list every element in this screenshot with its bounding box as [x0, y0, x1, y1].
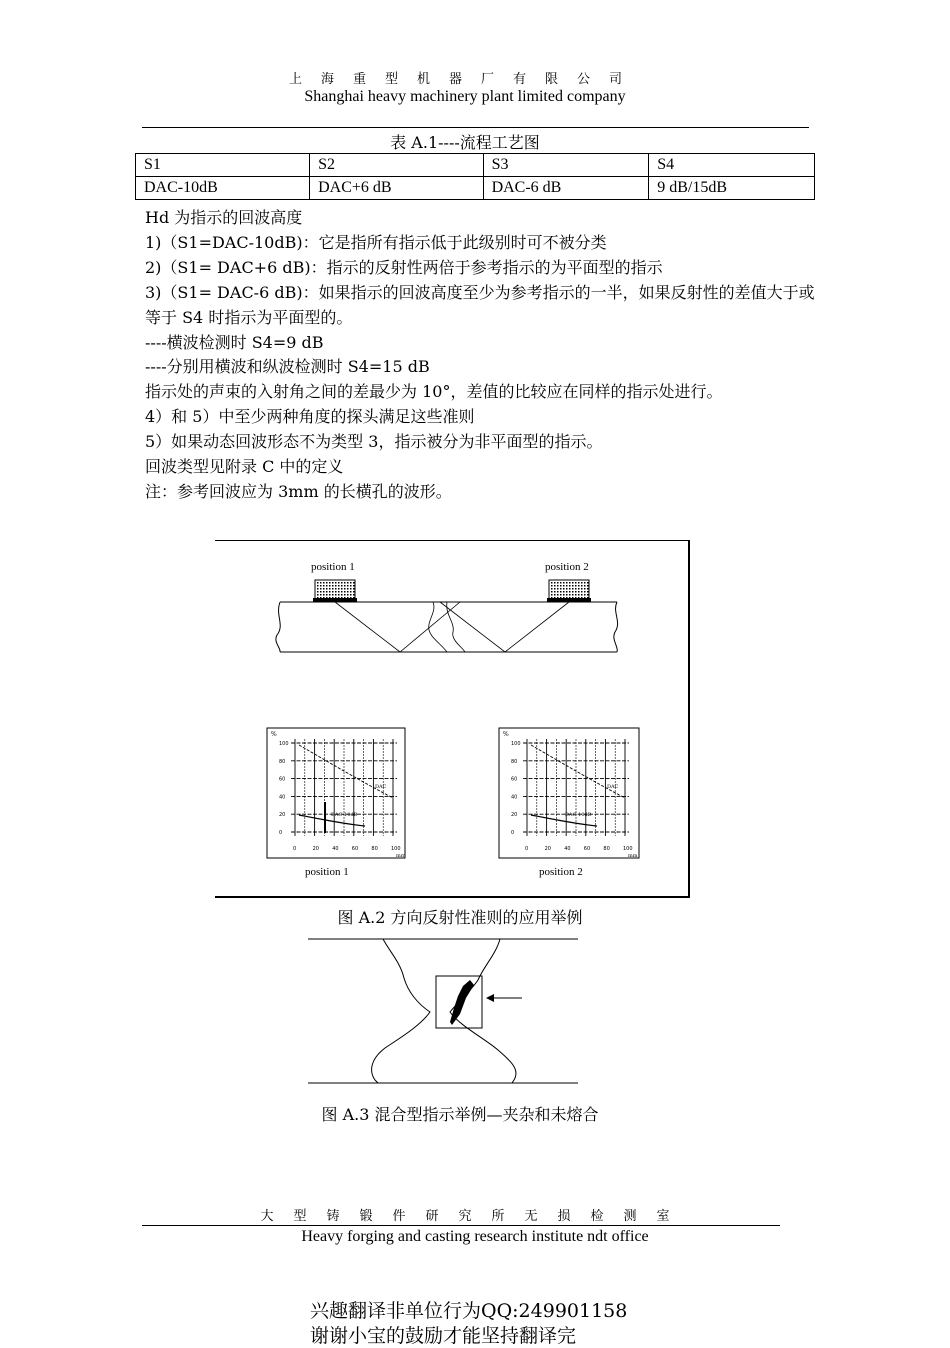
header-rule [142, 127, 809, 128]
chart-x-tick-label: 80 [603, 846, 610, 852]
body-line: ----横波检测时 S4=9 dB [145, 332, 324, 352]
dac-minus-10db-label: DAC-10dB [331, 812, 358, 818]
table-header-cell: S1 [136, 154, 310, 177]
chart-y-unit: % [503, 731, 509, 738]
chart-x-unit: mm [628, 853, 638, 859]
institute-name-en: Heavy forging and casting research institute ndt office [301, 1228, 649, 1245]
body-line: 注：参考回波应为 3mm 的长横孔的波形。 [145, 481, 452, 501]
table-header-cell: S4 [649, 154, 815, 177]
chart-x-tick-label: 100 [391, 846, 401, 852]
ascan-chart-position-1 [267, 728, 406, 859]
chart-y-unit: % [271, 731, 277, 738]
chart-x-tick-label: 60 [351, 846, 359, 852]
table-cell: DAC-10dB [136, 177, 310, 200]
table-header-cell: S3 [483, 154, 649, 177]
chart-y-tick-label: 40 [279, 794, 286, 801]
company-name-cn: 上海重型机器厂有限公司 [288, 72, 641, 87]
crack-indication [429, 602, 465, 652]
table-header-cell: S2 [310, 154, 483, 177]
body-line: ----分别用横波和纵波检测时 S4=15 dB [145, 357, 430, 377]
chart-y-tick-label: 60 [279, 776, 286, 783]
chart-y-tick-label: 60 [511, 776, 518, 783]
chart-x-tick-label: 0 [293, 846, 297, 852]
inclusion-lack-of-fusion-indication [450, 980, 474, 1025]
body-text [145, 206, 815, 505]
translator-note-line-1: 兴趣翻译非单位行为QQ:249901158 [310, 1300, 628, 1322]
chart-y-tick-label: 0 [279, 830, 283, 836]
chart-y-tick-label: 80 [279, 758, 286, 765]
dac-minus-10db-label: DAC-10dB [565, 812, 592, 818]
chart-y-tick-label: 40 [511, 794, 518, 801]
chart-y-tick-label: 0 [511, 830, 515, 836]
chart-y-tick-label: 20 [511, 812, 518, 819]
table-cell: DAC-6 dB [483, 177, 649, 200]
body-line: 回波类型见附录 C 中的定义 [145, 457, 344, 477]
chart-x-tick-label: 40 [332, 846, 339, 852]
chart-x-tick-label: 80 [371, 846, 378, 852]
chart-x-tick-label: 20 [544, 846, 551, 852]
ascan-label-position-2: position 2 [539, 866, 583, 878]
dac-curve-label: DAC [607, 784, 619, 790]
flow-process-table [135, 153, 815, 200]
chart-x-tick-label: 60 [583, 846, 591, 852]
chart-y-tick-label: 100 [279, 741, 289, 747]
body-line: 3)（S1= DAC-6 dB)：如果指示的回波高度至少为参考指示的一半，如果反射性的差值大于或等于 S4 时指示为平面型的。 [145, 282, 815, 327]
figure-a3-drawing [300, 930, 590, 1090]
table-header-row [136, 154, 815, 177]
chart-x-tick-label: 40 [564, 846, 571, 852]
probe-label-position-1: position 1 [311, 561, 355, 573]
chart-x-unit: mm [396, 853, 406, 859]
workpiece-plate [276, 602, 618, 652]
ascan-chart-position-2 [499, 728, 639, 859]
translator-note-line-2: 谢谢小宝的鼓励才能坚持翻译完 [310, 1325, 577, 1347]
institute-name-cn: 大型铸锻件研究所无损检测室 [260, 1209, 690, 1224]
probe-label-position-2: position 2 [545, 561, 589, 573]
figure-a3-caption: 图 A.3 混合型指示举例—夹杂和未熔合 [321, 1105, 599, 1124]
footer-rule [142, 1225, 780, 1226]
chart-y-tick-label: 20 [279, 812, 286, 819]
sound-beam-paths [335, 602, 569, 652]
probe-position-2 [547, 580, 591, 602]
body-line: 5）如果动态回波形态不为类型 3，指示被分为非平面型的指示。 [145, 432, 603, 452]
table-row [136, 177, 815, 200]
body-line: 4）和 5）中至少两种角度的探头满足这些准则 [145, 407, 475, 427]
chart-y-tick-label: 80 [511, 758, 518, 765]
chart-x-tick-label: 0 [525, 846, 529, 852]
probe-position-1 [313, 580, 357, 602]
figure-a2-caption: 图 A.2 方向反射性准则的应用举例 [337, 908, 583, 927]
table-caption: 表 A.1----流程工艺图 [390, 133, 540, 152]
chart-x-tick-label: 100 [623, 846, 633, 852]
company-name-en: Shanghai heavy machinery plant limited company [304, 88, 626, 105]
body-line: 指示处的声束的入射角之间的差最少为 10°，差值的比较应在同样的指示处进行。 [145, 382, 723, 402]
arrow-head-icon [486, 994, 494, 1002]
body-line: Hd 为指示的回波高度 [145, 208, 303, 227]
chart-y-tick-label: 100 [511, 741, 521, 747]
table-cell: DAC+6 dB [310, 177, 483, 200]
figure-a2-drawing [215, 540, 688, 895]
table-cell: 9 dB/15dB [649, 177, 815, 200]
ascan-label-position-1: position 1 [305, 866, 349, 878]
body-line: 1)（S1=DAC-10dB)：它是指所有指示低于此级别时可不被分类 [145, 232, 607, 252]
body-line: 2)（S1= DAC+6 dB)：指示的反射性两倍于参考指示的为平面型的指示 [145, 257, 663, 277]
weld-profile [372, 939, 516, 1083]
chart-x-tick-label: 20 [312, 846, 319, 852]
dac-curve-label: DAC [375, 784, 387, 790]
